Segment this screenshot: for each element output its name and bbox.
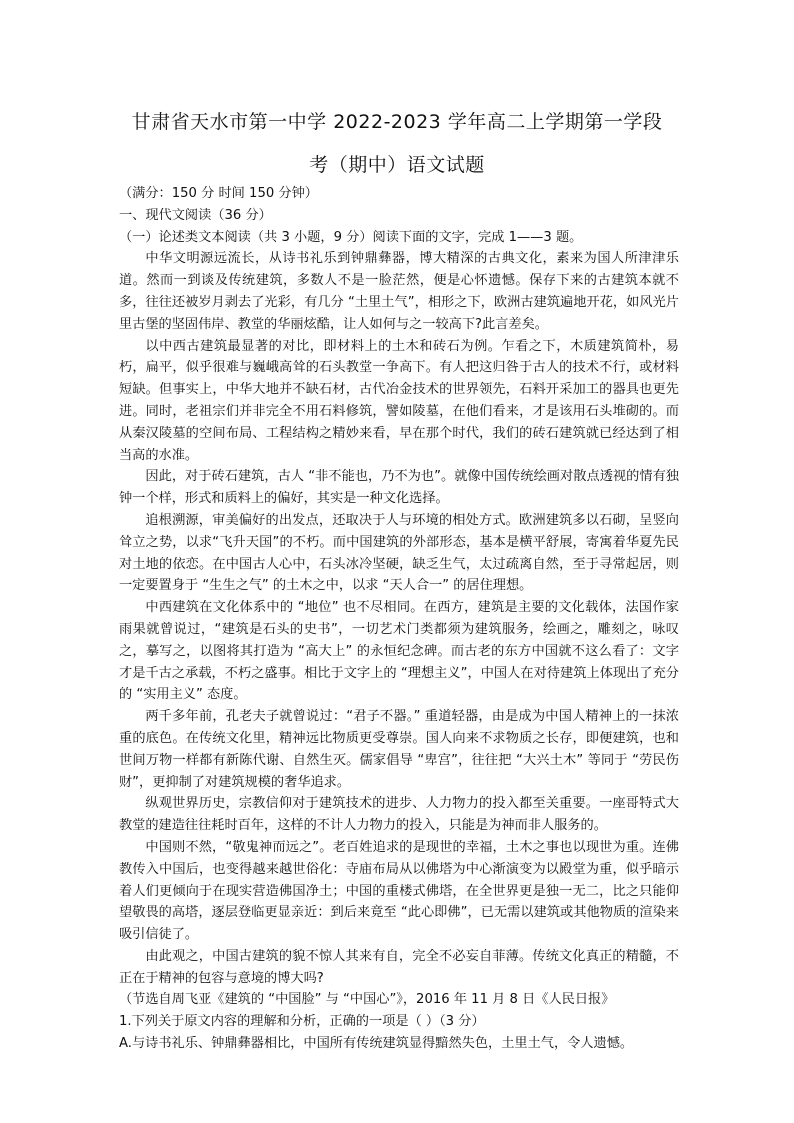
passage-paragraph-4: 追根溯源，审美偏好的出发点，还取决于人与环境的相处方式。欧洲建筑多以石砌，呈竖向耸立之势，以求“飞升天国”的不朽。而中国建筑的外部形态，基本是横平舒展，寄寓着华夏先民对土地的依恋。在中国古人心中，石头冰冷坚硬，缺乏生气，太过疏离自然，至于寻常起居，则一定要置身于 “生生之气” 的土木之中，以求 “天人合一” 的居住理想。 bbox=[119, 512, 679, 594]
passage-paragraph-9: 由此观之，中国古建筑的貌不惊人其来有自，完全不必妄自菲薄。传统文化真正的精髓，不正在于精神的包容与意境的博大吗? bbox=[119, 948, 679, 986]
passage-paragraph-3: 因此，对于砖石建筑，古人 “非不能也，乃不为也”。就像中国传统绘画对散点透视的情有独钟一个样，形式和质料上的偏好，其实是一种文化选择。 bbox=[119, 469, 679, 507]
passage-paragraph-1: 中华文明源远流长，从诗书礼乐到钟鼎彝器，博大精深的古典文化，素来为国人所津津乐道。然而一到谈及传统建筑，多数人不是一脸茫然，便是心怀遗憾。保存下来的古建筑本就不多，往往还被岁月剥去了光彩，有几分 “土里土气”，相形之下，欧洲古建筑遍地开花，如风光片里古堡的坚固伟岸、教堂的华丽炫酷，让人如何与之一较高下?此言差矣。 bbox=[119, 251, 679, 332]
question-1-option-a: A.与诗书礼乐、钟鼎彝器相比，中国所有传统建筑显得黯然失色，土里土气，令人遗憾。 bbox=[119, 1036, 634, 1052]
passage-source: （节选自周飞亚《建筑的 “中国脸” 与 “中国心”》，2016 年 11 月 8 日《人民日报》 bbox=[119, 992, 615, 1008]
title-line-1: 甘肃省天水市第一中学 2022-2023 学年高二上学期第一学段 bbox=[131, 111, 663, 133]
passage-paragraph-8: 中国则不然，“敬鬼神而远之”。老百姓追求的是现世的幸福，土木之事也以现世为重。连佛教传入中国后，也变得越来越世俗化：寺庙布局从以佛塔为中心渐演变为以殿堂为重，似乎暗示着人们更倾向于在现实营造佛国净土；中国的重楼式佛塔，在全世界更是独一无二，比之只能仰望敬畏的高塔，逐层登临更显亲近：到后来竟至 “此心即佛”，已无需以建筑或其他物质的渲染来吸引信徒了。 bbox=[119, 839, 679, 943]
question-1-stem: 1.下列关于原文内容的理解和分析，正确的一项是（ ）（3 分） bbox=[119, 1014, 485, 1030]
document-body bbox=[119, 183, 679, 1055]
sub-section-heading: （一）论述类文本阅读（共 3 小题，9 分）阅读下面的文字，完成 1——3 题。 bbox=[119, 229, 583, 245]
section-heading: 一、现代文阅读（36 分） bbox=[119, 207, 272, 223]
passage-paragraph-6: 两千多年前，孔老夫子就曾说过：“君子不器。” 重道轻器，由是成为中国人精神上的一抹浓重的底色。在传统文化里，精神远比物质更受尊崇。国人向来不求物质之长存，即便建筑，也和世间万物一样都有新陈代谢、自然生灭。儒家倡导 “卑宫”，往往把 “大兴土木” 等同于 “劳民伤财”，更抑制了对建筑规模的奢华追求。 bbox=[119, 709, 679, 790]
title-line-2: 考（期中）语文试题 bbox=[309, 154, 485, 176]
passage-paragraph-2: 以中西古建筑最显著的对比，即材料上的土木和砖石为例。乍看之下，木质建筑简朴，易朽，扁平，似乎很难与巍峨高耸的石头教堂一争高下。有人把这归咎于古人的技术不行，或材料短缺。但事实上，中华大地并不缺石材，古代冶金技术的世界领先，石料开采加工的器具也更先进。同时，老祖宗们并非完全不用石料修筑，譬如陵墓，在他们看来，才是该用石头堆砌的。而从秦汉陵墓的空间布局、工程结构之精妙来看，早在那个时代，我们的砖石建筑就已经达到了相当高的水准。 bbox=[119, 338, 679, 463]
passage-paragraph-7: 纵观世界历史，宗教信仰对于建筑技术的进步、人力物力的投入都至关重要。一座哥特式大教堂的建造往往耗时百年，这样的不计人力物力的投入，只能是为神而非人服务的。 bbox=[119, 796, 679, 834]
passage-paragraph-5: 中西建筑在文化体系中的 “地位” 也不尽相同。在西方，建筑是主要的文化载体，法国作家雨果就曾说过，“建筑是石头的史书”，一切艺术门类都须为建筑服务，绘画之，雕刻之，咏叹之，摹写之，以图将其打造为 “高大上” 的永恒纪念碑。而古老的东方中国就不这么看了：文字才是千古之承载，不朽之盛事。相比于文字上的 “理想主义”，中国人在对待建筑上体现出了充分的 “实用主义” 态度。 bbox=[119, 600, 679, 703]
score-time-info: （满分：150 分 时间 150 分钟） bbox=[119, 186, 318, 201]
